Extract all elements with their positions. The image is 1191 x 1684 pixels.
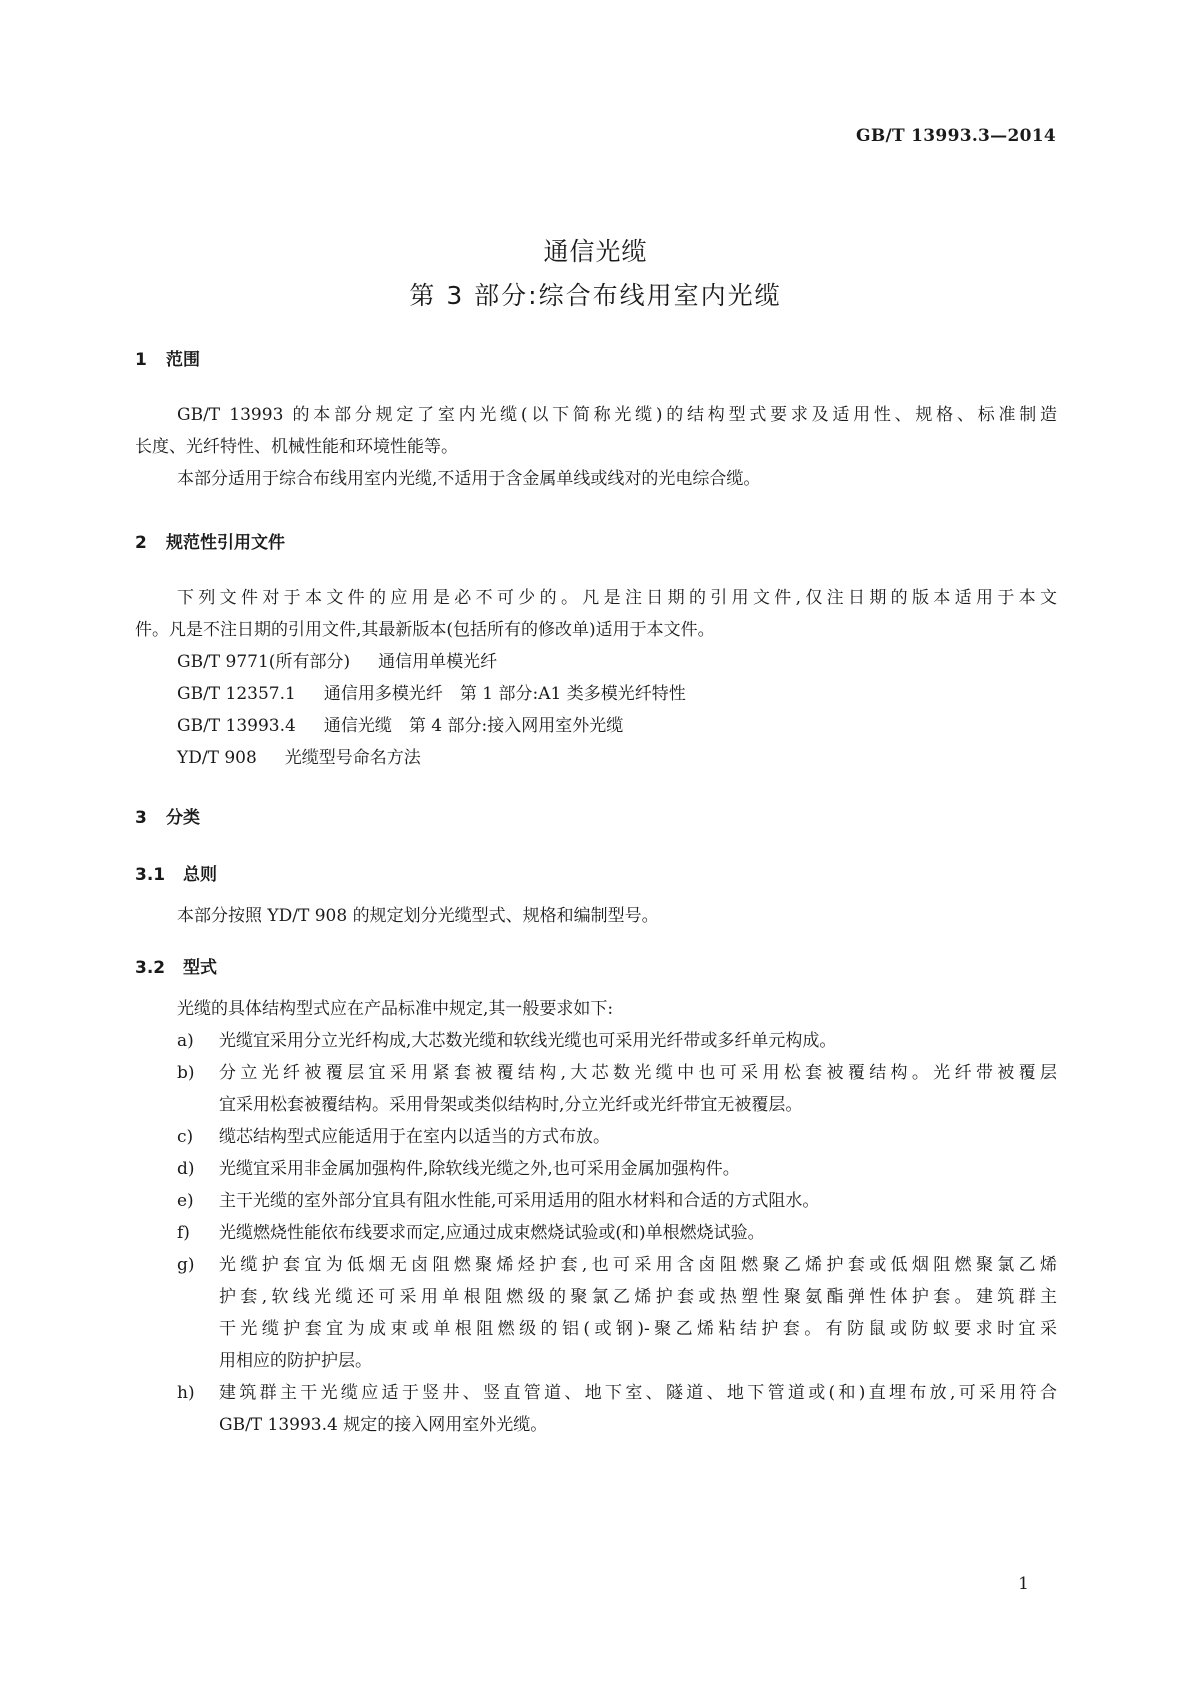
section-2-intro-line-2: 件。凡是不注日期的引用文件,其最新版本(包括所有的修改单)适用于本文件。 [135, 620, 715, 640]
section-title: 规范性引用文件 [166, 533, 285, 553]
section-2-heading [135, 528, 285, 553]
document-number: GB/T 13993.3—2014 [856, 126, 1056, 146]
list-item-label: b) [177, 1063, 195, 1083]
section-number: 1 [135, 350, 147, 370]
list-item-text: 光缆燃烧性能依布线要求而定,应通过成束燃烧试验或(和)单根燃烧试验。 [219, 1223, 765, 1243]
reference-title: 通信用单模光纤 [378, 652, 498, 672]
section-number: 3.1 [135, 865, 166, 885]
reference-item [177, 678, 686, 710]
list-item-label: h) [177, 1383, 195, 1403]
section-title: 总则 [183, 865, 217, 885]
section-number: 2 [135, 533, 147, 553]
list-item-text: 缆芯结构型式应能适用于在室内以适当的方式布放。 [219, 1127, 610, 1147]
list-item-label: c) [177, 1127, 194, 1147]
list-item-label: e) [177, 1191, 194, 1211]
list-item-label: g) [177, 1255, 195, 1275]
section-title: 型式 [183, 958, 217, 978]
section-3-heading [135, 803, 200, 828]
reference-title: 通信光缆 第 4 部分:接入网用室外光缆 [323, 716, 624, 736]
page-number: 1 [1018, 1574, 1029, 1594]
reference-title: 通信用多模光纤 第 1 部分:A1 类多模光纤特性 [323, 684, 686, 704]
reference-code: GB/T 13993.4 [177, 716, 296, 736]
section-title: 范围 [166, 350, 200, 370]
section-number: 3 [135, 808, 147, 828]
reference-code: GB/T 12357.1 [177, 684, 296, 704]
section-1-heading [135, 345, 200, 370]
section-3-1-heading [135, 860, 217, 885]
reference-item [177, 710, 623, 742]
list-item-text: 分立光纤被覆层宜采用紧套被覆结构,大芯数光缆中也可采用松套被覆结构。光纤带被覆层 宜采用松套被覆结构。采用骨架或类似结构时,分立光纤或光纤带宜无被覆层。 [219, 1063, 1057, 1115]
section-title: 分类 [166, 808, 200, 828]
section-1-paragraph-1-line-2: 长度、光纤特性、机械性能和环境性能等。 [135, 437, 458, 457]
section-2-intro-line-1: 下列文件对于本文件的应用是必不可少的。凡是注日期的引用文件,仅注日期的版本适用于本文 [177, 588, 1057, 608]
section-1-paragraph-1-line-1: GB/T 13993 的本部分规定了室内光缆(以下简称光缆)的结构型式要求及适用性、规格、标准制造 [177, 405, 1057, 425]
reference-title: 光缆型号命名方法 [284, 748, 421, 768]
section-3-2-intro: 光缆的具体结构型式应在产品标准中规定,其一般要求如下: [177, 999, 614, 1019]
reference-code: YD/T 908 [177, 748, 257, 768]
title-line-2: 第 3 部分:综合布线用室内光缆 [409, 281, 782, 310]
reference-item [177, 742, 421, 774]
list-item-text: 光缆宜采用非金属加强构件,除软线光缆之外,也可采用金属加强构件。 [219, 1159, 740, 1179]
list-item-text: 光缆宜采用分立光纤构成,大芯数光缆和软线光缆也可采用光纤带或多纤单元构成。 [219, 1031, 837, 1051]
list-item-label: d) [177, 1159, 195, 1179]
reference-item [177, 646, 497, 678]
reference-code: GB/T 9771(所有部分) [177, 652, 351, 672]
list-item-text: 主干光缆的室外部分宜具有阻水性能,可采用适用的阻水材料和合适的方式阻水。 [219, 1191, 820, 1211]
section-1-paragraph-2: 本部分适用于综合布线用室内光缆,不适用于含金属单线或线对的光电综合缆。 [177, 469, 761, 489]
list-item-text: 建筑群主干光缆应适于竖井、竖直管道、地下室、隧道、地下管道或(和)直埋布放,可采用符合 GB/T 13993.4 规定的接入网用室外光缆。 [219, 1383, 1057, 1435]
list-item-label: f) [177, 1223, 190, 1243]
list-item-text: 光缆护套宜为低烟无卤阻燃聚烯烃护套,也可采用含卤阻燃聚乙烯护套或低烟阻燃聚氯乙烯 护套,软线光缆还可采用单根阻燃级的聚氯乙烯护套或热塑性聚氨酯弹性体护套。建筑群主 干光缆护套宜为成束或单根阻燃级的铝(或钢)-聚乙烯粘结护套。有防鼠或防蚁要求时宜采 用相应的防护护层。 [219, 1255, 1057, 1371]
section-number: 3.2 [135, 958, 166, 978]
section-3-2-heading [135, 953, 217, 978]
title-line-1: 通信光缆 [543, 237, 648, 266]
list-item-label: a) [177, 1031, 194, 1051]
section-3-1-text: 本部分按照 YD/T 908 的规定划分光缆型式、规格和编制型号。 [177, 906, 659, 926]
